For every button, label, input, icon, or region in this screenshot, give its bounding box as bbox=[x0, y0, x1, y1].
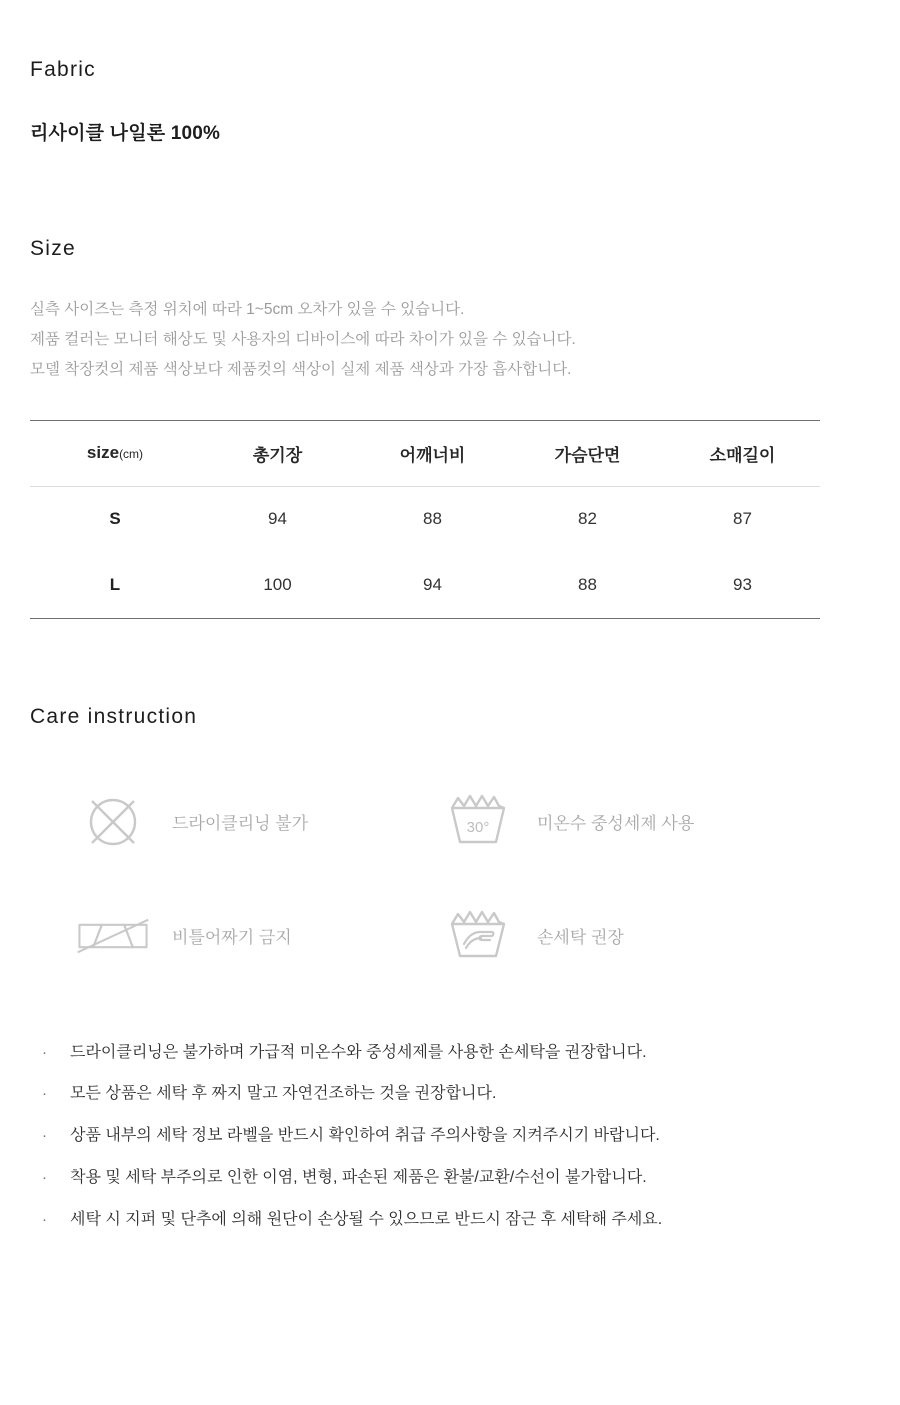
cell-s-sleeve: 87 bbox=[733, 509, 752, 529]
column-header-size-text: size bbox=[86, 443, 120, 463]
warm-water-neutral-detergent-icon bbox=[441, 791, 515, 853]
hand-wash-icon bbox=[441, 905, 515, 967]
size-note: 모델 착장컷의 제품 색상보다 제품컷의 색상이 실제 제품 색상과 가장 흡사합니다. bbox=[30, 361, 572, 379]
list-item bbox=[30, 1166, 820, 1191]
cell-l-total-length: 100 bbox=[200, 552, 355, 618]
care-note-text: 드라이클리닝은 불가하며 가급적 미온수와 중성세제를 사용한 손세탁을 권장합니다. bbox=[70, 1043, 647, 1061]
care-instruction-heading: Care instruction bbox=[30, 704, 198, 728]
bullet-marker: · bbox=[42, 1043, 47, 1061]
cell-s-total-length: 94 bbox=[268, 509, 287, 529]
cell-s-chest: 82 bbox=[578, 509, 597, 529]
fabric-heading: Fabric bbox=[30, 58, 96, 81]
size-note: 제품 컬러는 모니터 해상도 및 사용자의 디바이스에 따라 차이가 있을 수 있습니다. bbox=[30, 331, 576, 349]
size-table-body bbox=[30, 486, 820, 618]
cell-s-shoulder: 88 bbox=[423, 509, 442, 529]
list-item bbox=[30, 1208, 820, 1233]
care-note-text: 모든 상품은 세탁 후 짜지 말고 자연건조하는 것을 권장합니다. bbox=[70, 1085, 497, 1103]
care-symbol-label: 손세탁 권장 bbox=[537, 928, 624, 948]
table-row bbox=[30, 486, 820, 552]
table-header-row bbox=[30, 420, 820, 486]
column-header-size-unit: (cm) bbox=[119, 447, 144, 462]
cell-l-sleeve: 93 bbox=[665, 552, 820, 618]
size-notes bbox=[30, 295, 870, 386]
column-header-shoulder: 어깨너비 bbox=[355, 420, 510, 486]
cell-l-chest: 88 bbox=[510, 552, 665, 618]
bullet-marker: · bbox=[42, 1210, 47, 1228]
care-symbol-label: 미온수 중성세제 사용 bbox=[537, 814, 695, 834]
care-symbol-item bbox=[425, 905, 820, 967]
size-table-head bbox=[30, 420, 820, 486]
care-symbol-item bbox=[30, 791, 425, 853]
care-symbol-grid bbox=[30, 791, 820, 967]
care-note-text: 착용 및 세탁 부주의로 인한 이염, 변형, 파손된 제품은 환불/교환/수선이 불가합니다. bbox=[70, 1169, 647, 1187]
column-header-total-length: 총기장 bbox=[200, 420, 355, 486]
fabric-composition: 리사이클 나일론 100% bbox=[30, 123, 221, 144]
bullet-marker: · bbox=[42, 1169, 47, 1187]
care-symbol-label: 비틀어짜기 금지 bbox=[172, 928, 292, 948]
care-symbol-label: 드라이클리닝 불가 bbox=[172, 814, 309, 834]
no-wring-icon bbox=[76, 905, 150, 967]
fabric-section bbox=[30, 0, 870, 145]
care-note-text: 세탁 시 지퍼 및 단추에 의해 원단이 손상될 수 있으므로 반드시 잠근 후 세탁해 주세요. bbox=[70, 1210, 663, 1228]
bullet-marker: · bbox=[42, 1127, 47, 1145]
column-header-sleeve: 소매길이 bbox=[665, 420, 820, 486]
list-item bbox=[30, 1041, 820, 1066]
row-label-s: S bbox=[109, 509, 121, 529]
row-label-l: L bbox=[30, 552, 200, 618]
column-header-chest: 가슴단면 bbox=[510, 420, 665, 486]
care-instruction-section bbox=[30, 619, 870, 1233]
list-item bbox=[30, 1082, 820, 1107]
size-table bbox=[30, 420, 820, 619]
bullet-marker: · bbox=[42, 1085, 47, 1103]
column-header-size bbox=[30, 420, 200, 486]
size-note: 실측 사이즈는 측정 위치에 따라 1~5cm 오차가 있을 수 있습니다. bbox=[30, 301, 465, 318]
wash-temperature-text: 30° bbox=[466, 818, 490, 836]
care-symbol-item bbox=[425, 791, 820, 853]
care-notes-list bbox=[30, 1041, 820, 1233]
list-item bbox=[30, 1124, 820, 1149]
cell-l-shoulder: 94 bbox=[355, 552, 510, 618]
table-row bbox=[30, 552, 820, 618]
no-dry-clean-icon bbox=[76, 791, 150, 853]
care-symbol-item bbox=[30, 905, 425, 967]
size-heading: Size bbox=[30, 237, 76, 260]
care-note-text: 상품 내부의 세탁 정보 라벨을 반드시 확인하여 취급 주의사항을 지켜주시기 바랍니다. bbox=[70, 1127, 660, 1145]
size-section bbox=[30, 145, 870, 619]
